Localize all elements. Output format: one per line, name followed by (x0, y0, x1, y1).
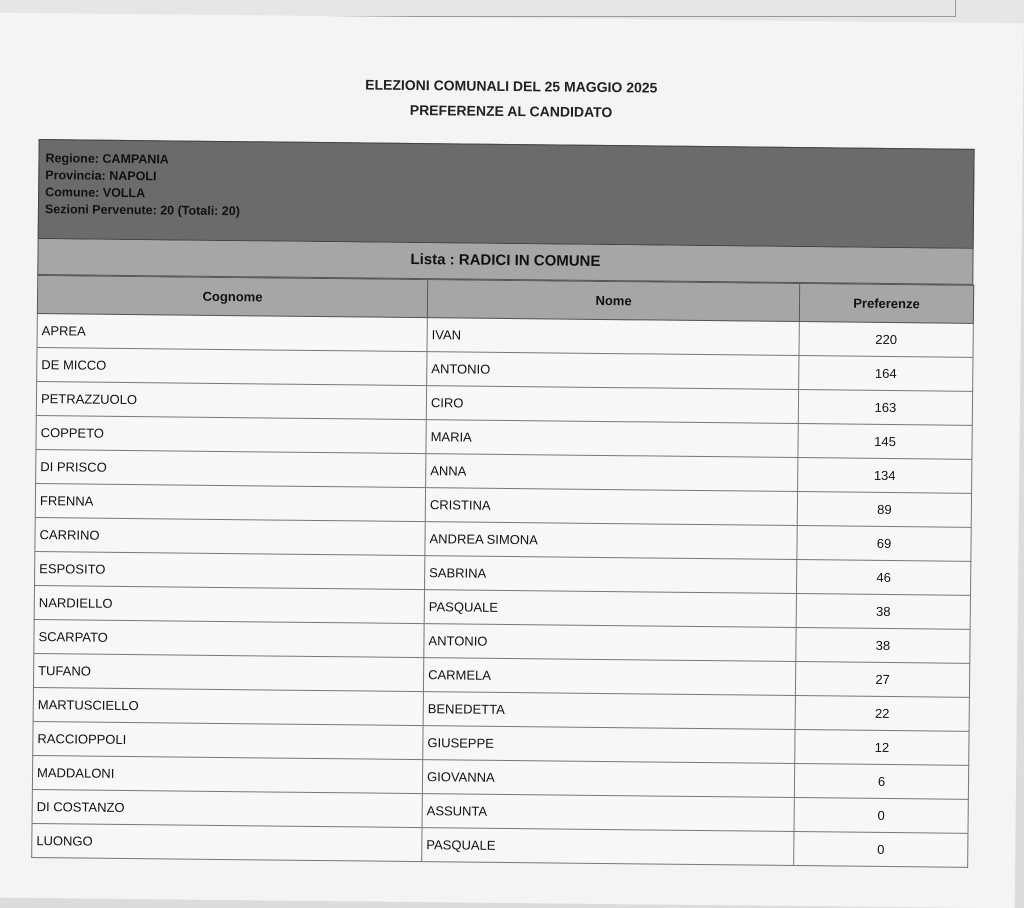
cell-nome: IVAN (427, 318, 799, 356)
cell-cognome: APREA (37, 314, 427, 352)
cell-nome: GIOVANNA (422, 760, 794, 798)
cell-cognome: NARDIELLO (34, 586, 424, 624)
column-header-cognome: Cognome (37, 276, 427, 318)
cell-cognome: DI COSTANZO (32, 790, 422, 828)
cell-cognome: PETRAZZUOLO (36, 382, 426, 420)
document-subtitle: PREFERENZE AL CANDIDATO (409, 101, 613, 121)
cell-nome: CARMELA (423, 658, 795, 696)
cell-nome: CRISTINA (425, 488, 797, 526)
cell-preferenze: 0 (794, 797, 968, 833)
cell-preferenze: 89 (797, 492, 971, 528)
cell-preferenze: 12 (795, 730, 969, 766)
cell-cognome: DI PRISCO (36, 450, 426, 488)
cell-preferenze: 134 (798, 458, 972, 494)
cell-preferenze: 69 (797, 526, 971, 562)
sezioni-label: Sezioni Pervenute: 20 (Totali: 20) (44, 202, 240, 219)
cell-preferenze: 6 (794, 764, 968, 800)
cell-preferenze: 46 (796, 560, 970, 596)
cell-preferenze: 22 (795, 696, 969, 732)
column-header-nome: Nome (427, 280, 799, 322)
table-body (32, 314, 974, 868)
cell-cognome: SCARPATO (34, 620, 424, 658)
cell-nome: ANTONIO (427, 352, 799, 390)
cell-nome: ANNA (426, 454, 798, 492)
cell-nome: GIUSEPPE (423, 726, 795, 764)
regione-label: Regione: CAMPANIA (45, 151, 169, 167)
cell-preferenze: 27 (795, 662, 969, 698)
cell-nome: ASSUNTA (422, 794, 794, 832)
cell-cognome: FRENNA (35, 484, 425, 522)
cell-preferenze: 163 (798, 390, 972, 426)
cell-cognome: MADDALONI (32, 756, 422, 794)
cell-nome: BENEDETTA (423, 692, 795, 730)
cell-nome: CIRO (426, 386, 798, 424)
cell-preferenze: 220 (799, 322, 973, 358)
cell-nome: MARIA (426, 420, 798, 458)
cell-cognome: ESPOSITO (35, 552, 425, 590)
document-page (0, 13, 1024, 908)
cell-cognome: CARRINO (35, 518, 425, 556)
cell-cognome: TUFANO (33, 654, 423, 692)
cell-nome: ANDREA SIMONA (425, 522, 797, 560)
cell-nome: SABRINA (425, 556, 797, 594)
column-header-preferenze: Preferenze (799, 284, 973, 324)
cell-cognome: COPPETO (36, 416, 426, 454)
cell-nome: ANTONIO (424, 624, 796, 662)
cell-nome: PASQUALE (424, 590, 796, 628)
comune-label: Comune: VOLLA (45, 185, 146, 201)
cell-cognome: LUONGO (32, 824, 422, 862)
preferences-table (31, 275, 974, 868)
results-table-container (31, 139, 974, 868)
cell-preferenze: 38 (796, 594, 970, 630)
provincia-label: Provincia: NAPOLI (45, 168, 157, 184)
cell-preferenze: 38 (796, 628, 970, 664)
cell-nome: PASQUALE (422, 828, 794, 866)
cell-preferenze: 145 (798, 424, 972, 460)
cell-preferenze: 0 (794, 831, 968, 867)
document-title: ELEZIONI COMUNALI DEL 25 MAGGIO 2025 (365, 76, 658, 96)
cell-cognome: RACCIOPPOLI (33, 722, 423, 760)
cell-preferenze: 164 (799, 356, 973, 392)
cell-cognome: MARTUSCIELLO (33, 688, 423, 726)
cell-cognome: DE MICCO (37, 348, 427, 386)
lista-header: Lista : RADICI IN COMUNE (37, 239, 973, 285)
previous-table-border (330, 0, 956, 17)
location-info-box (38, 139, 975, 249)
